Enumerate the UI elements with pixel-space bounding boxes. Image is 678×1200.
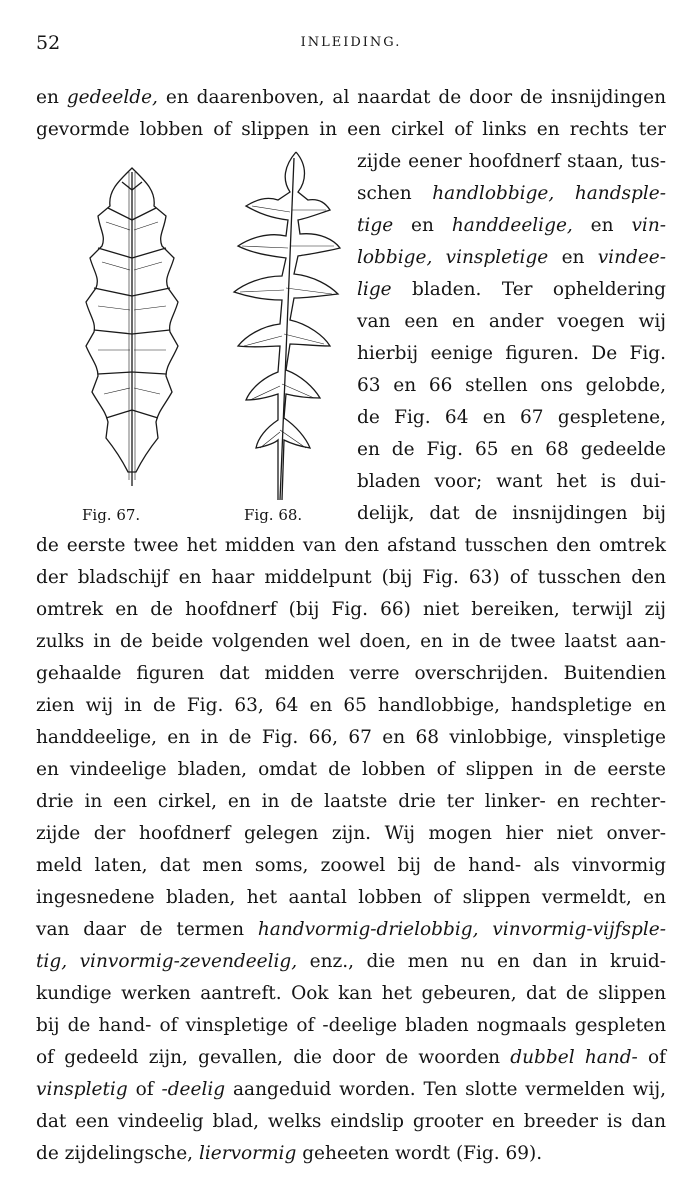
text-run: en daarenboven, al naardat de door de insnijdingen: [157, 87, 667, 108]
text-run: enz., die men nu en dan in kruid-: [297, 951, 666, 972]
text-line: [357, 498, 666, 530]
text-run: geheeten wordt (Fig. 69).: [296, 1143, 543, 1164]
text-run: omtrek en de hoofdnerf (bij Fig. 66) niet bereiken, terwijl zij: [36, 599, 666, 620]
text-run: drie in een cirkel, en in de laatste drie ter linker- en rechter-: [36, 791, 666, 812]
text-run: en: [36, 87, 67, 108]
text-run: en: [393, 215, 452, 236]
italic-term: dubbel hand-: [510, 1047, 638, 1068]
page-number: 52: [36, 32, 61, 54]
text-line: [36, 1138, 666, 1170]
text-run: aangeduid worden. Ten slotte vermelden wij,: [225, 1079, 666, 1100]
text-run: handdeelige, en in de Fig. 66, 67 en 68 vinlobbige, vinspletige: [36, 727, 666, 748]
text-line: [36, 1074, 666, 1106]
text-run: zijde eener hoofdnerf staan, tus-: [357, 151, 666, 172]
text-line: [36, 626, 666, 658]
italic-term: tig, vinvormig-zevendeelig,: [36, 951, 298, 972]
text-line: [36, 882, 666, 914]
text-run: zulks in de beide volgenden wel doen, en in de twee laatst aan-: [36, 631, 666, 652]
text-run: bladen. Ter opheldering: [391, 279, 666, 300]
italic-term: tige: [357, 215, 394, 236]
text-run: dat een vindeelig blad, welks eindslip grooter en breeder is dan: [36, 1111, 666, 1132]
page-header: [36, 32, 666, 56]
text-line: [36, 1042, 666, 1074]
italic-term: handvormig-drielobbig, vinvormig-vijfsple-: [257, 919, 666, 940]
text-line: [36, 754, 666, 786]
text-run: of gedeeld zijn, gevallen, die door de woorden: [36, 1047, 511, 1068]
italic-term: liervormig: [198, 1143, 297, 1164]
text-line: [36, 1010, 666, 1042]
text-line: [36, 658, 666, 690]
figure-68-caption: Fig. 68.: [244, 506, 303, 524]
text-run: hierbij eenige figuren. De Fig.: [357, 343, 666, 364]
text-line: [357, 402, 666, 434]
text-line: [36, 978, 666, 1010]
text-line: [357, 242, 666, 274]
text-run: de Fig. 64 en 67 gespletene,: [357, 407, 666, 428]
text-run: gevormde lobben of slippen in een cirkel of links en rechts ter: [36, 119, 666, 140]
text-run: de eerste twee het midden van den afstand tusschen den omtrek: [36, 535, 666, 556]
italic-term: handlobbige, handsple-: [432, 183, 666, 204]
italic-term: vinspletig: [36, 1079, 128, 1100]
text-run: en: [572, 215, 632, 236]
text-line: [36, 914, 666, 946]
italic-term: lobbige, vinspletige: [357, 247, 549, 268]
text-run: en vindeelige bladen, omdat de lobben of slippen in de eerste: [36, 759, 666, 780]
text-run: of: [127, 1079, 162, 1100]
text-line: [36, 562, 666, 594]
italic-term: lige: [357, 279, 392, 300]
text-line: [36, 786, 666, 818]
text-run: schen: [357, 183, 433, 204]
text-run: ingesnedene bladen, het aantal lobben of slippen vermeldt, en: [36, 887, 666, 908]
text-line: [36, 690, 666, 722]
figure-67-leaf-illustration: [72, 160, 192, 490]
text-line: [357, 370, 666, 402]
text-run: 63 en 66 stellen ons gelobde,: [357, 375, 666, 396]
text-line: [357, 338, 666, 370]
italic-term: handdeelige,: [451, 215, 573, 236]
text-run: en de Fig. 65 en 68 gedeelde: [357, 439, 666, 460]
text-line: [36, 722, 666, 754]
text-line: [357, 274, 666, 306]
italic-term: -deelig: [161, 1079, 226, 1100]
text-run: zijde der hoofdnerf gelegen zijn. Wij mogen hier niet onver-: [36, 823, 666, 844]
text-line: [36, 114, 666, 146]
italic-term: vin-: [631, 215, 666, 236]
text-run: kundige werken aantreft. Ook kan het gebeuren, dat de slippen: [36, 983, 666, 1004]
text-run: de zijdelingsche,: [36, 1143, 199, 1164]
text-run: delijk, dat de insnijdingen bij: [357, 503, 666, 524]
text-run: of: [637, 1047, 667, 1068]
text-run: van een en ander voegen wij: [357, 311, 666, 332]
italic-term: gedeelde,: [66, 87, 158, 108]
figure-68-leaf-illustration: [212, 148, 352, 506]
text-run: zien wij in de Fig. 63, 64 en 65 handlobbige, handspletige en: [36, 695, 666, 716]
text-line: [357, 178, 666, 210]
text-line: [36, 594, 666, 626]
text-run: van daar de termen: [36, 919, 258, 940]
text-line: [36, 850, 666, 882]
text-run: bladen voor; want het is dui-: [357, 471, 666, 492]
text-line: [357, 146, 666, 178]
text-run: en: [548, 247, 598, 268]
text-run: der bladschijf en haar middelpunt (bij Fig. 63) of tusschen den: [36, 567, 666, 588]
text-run: gehaalde figuren dat midden verre overschrijden. Buitendien: [36, 663, 666, 684]
text-run: bij de hand- of vinspletige of -deelige bladen nogmaals gespleten: [36, 1015, 666, 1036]
text-line: [36, 818, 666, 850]
text-line: [36, 946, 666, 978]
text-line: [36, 530, 666, 562]
text-line: [36, 82, 666, 114]
text-line: [36, 1106, 666, 1138]
text-line: [357, 306, 666, 338]
text-line: [357, 210, 666, 242]
italic-term: vindee-: [597, 247, 667, 268]
text-run: meld laten, dat men soms, zoowel bij de hand- als vinvormig: [36, 855, 666, 876]
text-line: [357, 466, 666, 498]
running-head: INLEIDING.: [300, 35, 402, 50]
figure-67-caption: Fig. 67.: [82, 506, 141, 524]
text-line: [357, 434, 666, 466]
